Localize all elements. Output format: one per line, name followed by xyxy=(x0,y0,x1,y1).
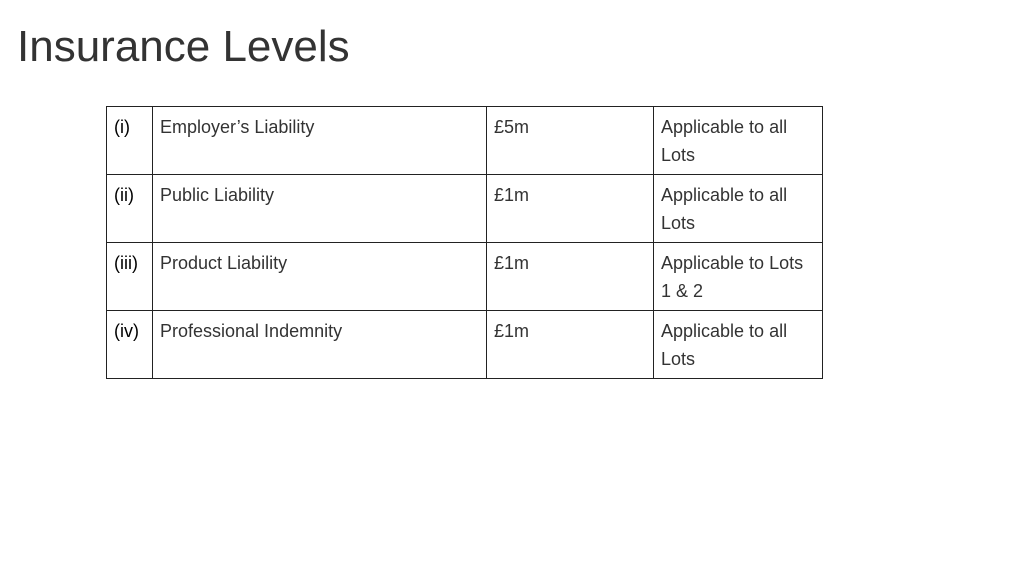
cover-amount-cell: £5m xyxy=(487,107,654,175)
row-index-cell: (iv) xyxy=(107,311,153,379)
table-row xyxy=(107,311,823,379)
applicability-cell: Applicable to all Lots xyxy=(654,107,823,175)
applicability-cell: Applicable to Lots 1 & 2 xyxy=(654,243,823,311)
insurance-type-cell: Public Liability xyxy=(153,175,487,243)
row-index-cell: (ii) xyxy=(107,175,153,243)
table-row xyxy=(107,243,823,311)
applicability-cell: Applicable to all Lots xyxy=(654,311,823,379)
row-index-cell: (iii) xyxy=(107,243,153,311)
row-index-cell: (i) xyxy=(107,107,153,175)
applicability-cell: Applicable to all Lots xyxy=(654,175,823,243)
insurance-type-cell: Professional Indemnity xyxy=(153,311,487,379)
cover-amount-cell: £1m xyxy=(487,311,654,379)
insurance-type-cell: Product Liability xyxy=(153,243,487,311)
cover-amount-cell: £1m xyxy=(487,243,654,311)
table-row xyxy=(107,107,823,175)
cover-amount-cell: £1m xyxy=(487,175,654,243)
insurance-type-cell: Employer’s Liability xyxy=(153,107,487,175)
table-row xyxy=(107,175,823,243)
insurance-levels-table xyxy=(106,106,823,379)
page-title: Insurance Levels xyxy=(17,22,350,71)
